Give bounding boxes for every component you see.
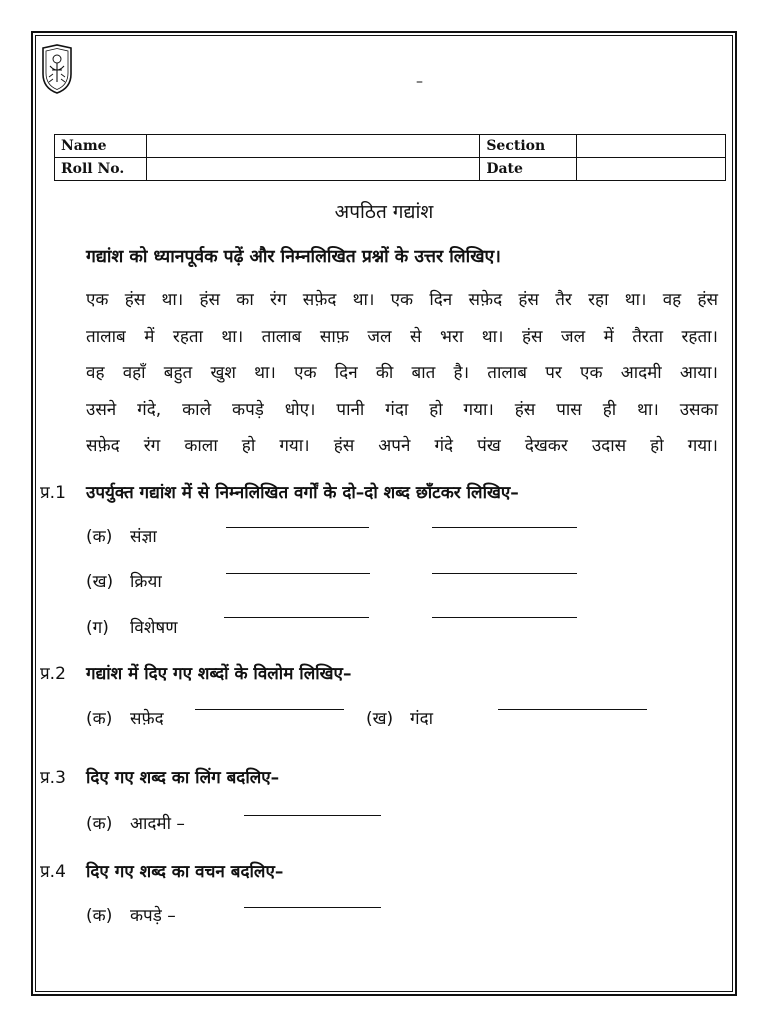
question-number: प्र.2 [40,664,66,684]
passage-line: एक हंस था। हंस का रंग सफ़ेद था। एक दिन सफ़ेद हंस तैर रहा था। वह हंस [86,290,718,310]
option-item [366,706,433,729]
option-item [86,706,164,729]
question-number: प्र.4 [40,862,66,882]
option-label: विशेषण [130,618,178,638]
question-text: उपर्युक्त गद्यांश में से निम्नलिखित वर्गों के दो–दो शब्द छाँटकर लिखिए– [86,483,519,503]
option-mark: (ग) [86,618,109,638]
answer-line[interactable] [432,573,577,574]
question-text: दिए गए शब्द का लिंग बदलिए– [86,768,280,788]
date-label: Date [480,158,577,181]
header-dash: – [416,74,423,90]
option-label: संज्ञा [130,527,157,547]
name-field[interactable] [146,135,479,158]
table-row [55,158,726,181]
answer-line[interactable] [432,617,577,618]
question-text: दिए गए शब्द का वचन बदलिए– [86,862,284,882]
question-1 [40,480,519,503]
option-mark: (ख) [86,572,114,592]
passage [86,286,718,469]
roll-field[interactable] [146,158,479,181]
answer-line[interactable] [224,617,369,618]
question-2 [40,661,351,684]
option-item [86,569,162,592]
option-label: कपड़े – [130,906,176,926]
option-item [86,524,157,547]
instruction-text: गद्यांश को ध्यानपूर्वक पढ़ें और निम्नलिखित प्रश्नों के उत्तर लिखिए। [86,247,501,267]
option-label: क्रिया [130,572,162,592]
option-item [86,615,178,638]
option-mark: (ख) [366,709,394,729]
student-info-table [54,134,726,181]
option-mark: (क) [86,709,113,729]
option-label: गंदा [410,709,434,729]
school-crest-logo [40,44,74,94]
option-mark: (क) [86,527,113,547]
date-field[interactable] [577,158,726,181]
answer-line[interactable] [498,709,647,710]
question-number: प्र.1 [40,483,66,503]
option-label: आदमी – [130,814,185,834]
section-field[interactable] [577,135,726,158]
answer-line[interactable] [195,709,344,710]
option-label: सफ़ेद [130,709,164,729]
answer-line[interactable] [226,573,370,574]
option-item [86,903,176,926]
answer-line[interactable] [226,527,369,528]
question-number: प्र.3 [40,768,66,788]
passage-line: तालाब में रहता था। तालाब साफ़ जल से भरा था। हंस जल में तैरता रहता। [86,326,718,347]
name-label: Name [55,135,147,158]
worksheet-title: अपठित गद्यांश [334,201,434,223]
question-3 [40,765,279,788]
option-item [86,811,185,834]
option-mark: (क) [86,814,113,834]
question-text: गद्यांश में दिए गए शब्दों के विलोम लिखिए– [86,664,352,684]
passage-line: सफ़ेद रंग काला हो गया। हंस अपने गंदे पंख देखकर उदास हो गया। [86,436,718,456]
table-row [55,135,726,158]
answer-line[interactable] [244,815,381,816]
passage-line: उसने गंदे, काले कपड़े धोए। पानी गंदा हो गया। हंस पास ही था। उसका [86,399,718,420]
passage-line: वह वहाँ बहुत खुश था। एक दिन की बात है। तालाब पर एक आदमी आया। [86,363,718,383]
question-4 [40,859,283,882]
answer-line[interactable] [244,907,381,908]
answer-line[interactable] [432,527,577,528]
option-mark: (क) [86,906,113,926]
section-label: Section [480,135,577,158]
roll-label: Roll No. [55,158,147,181]
